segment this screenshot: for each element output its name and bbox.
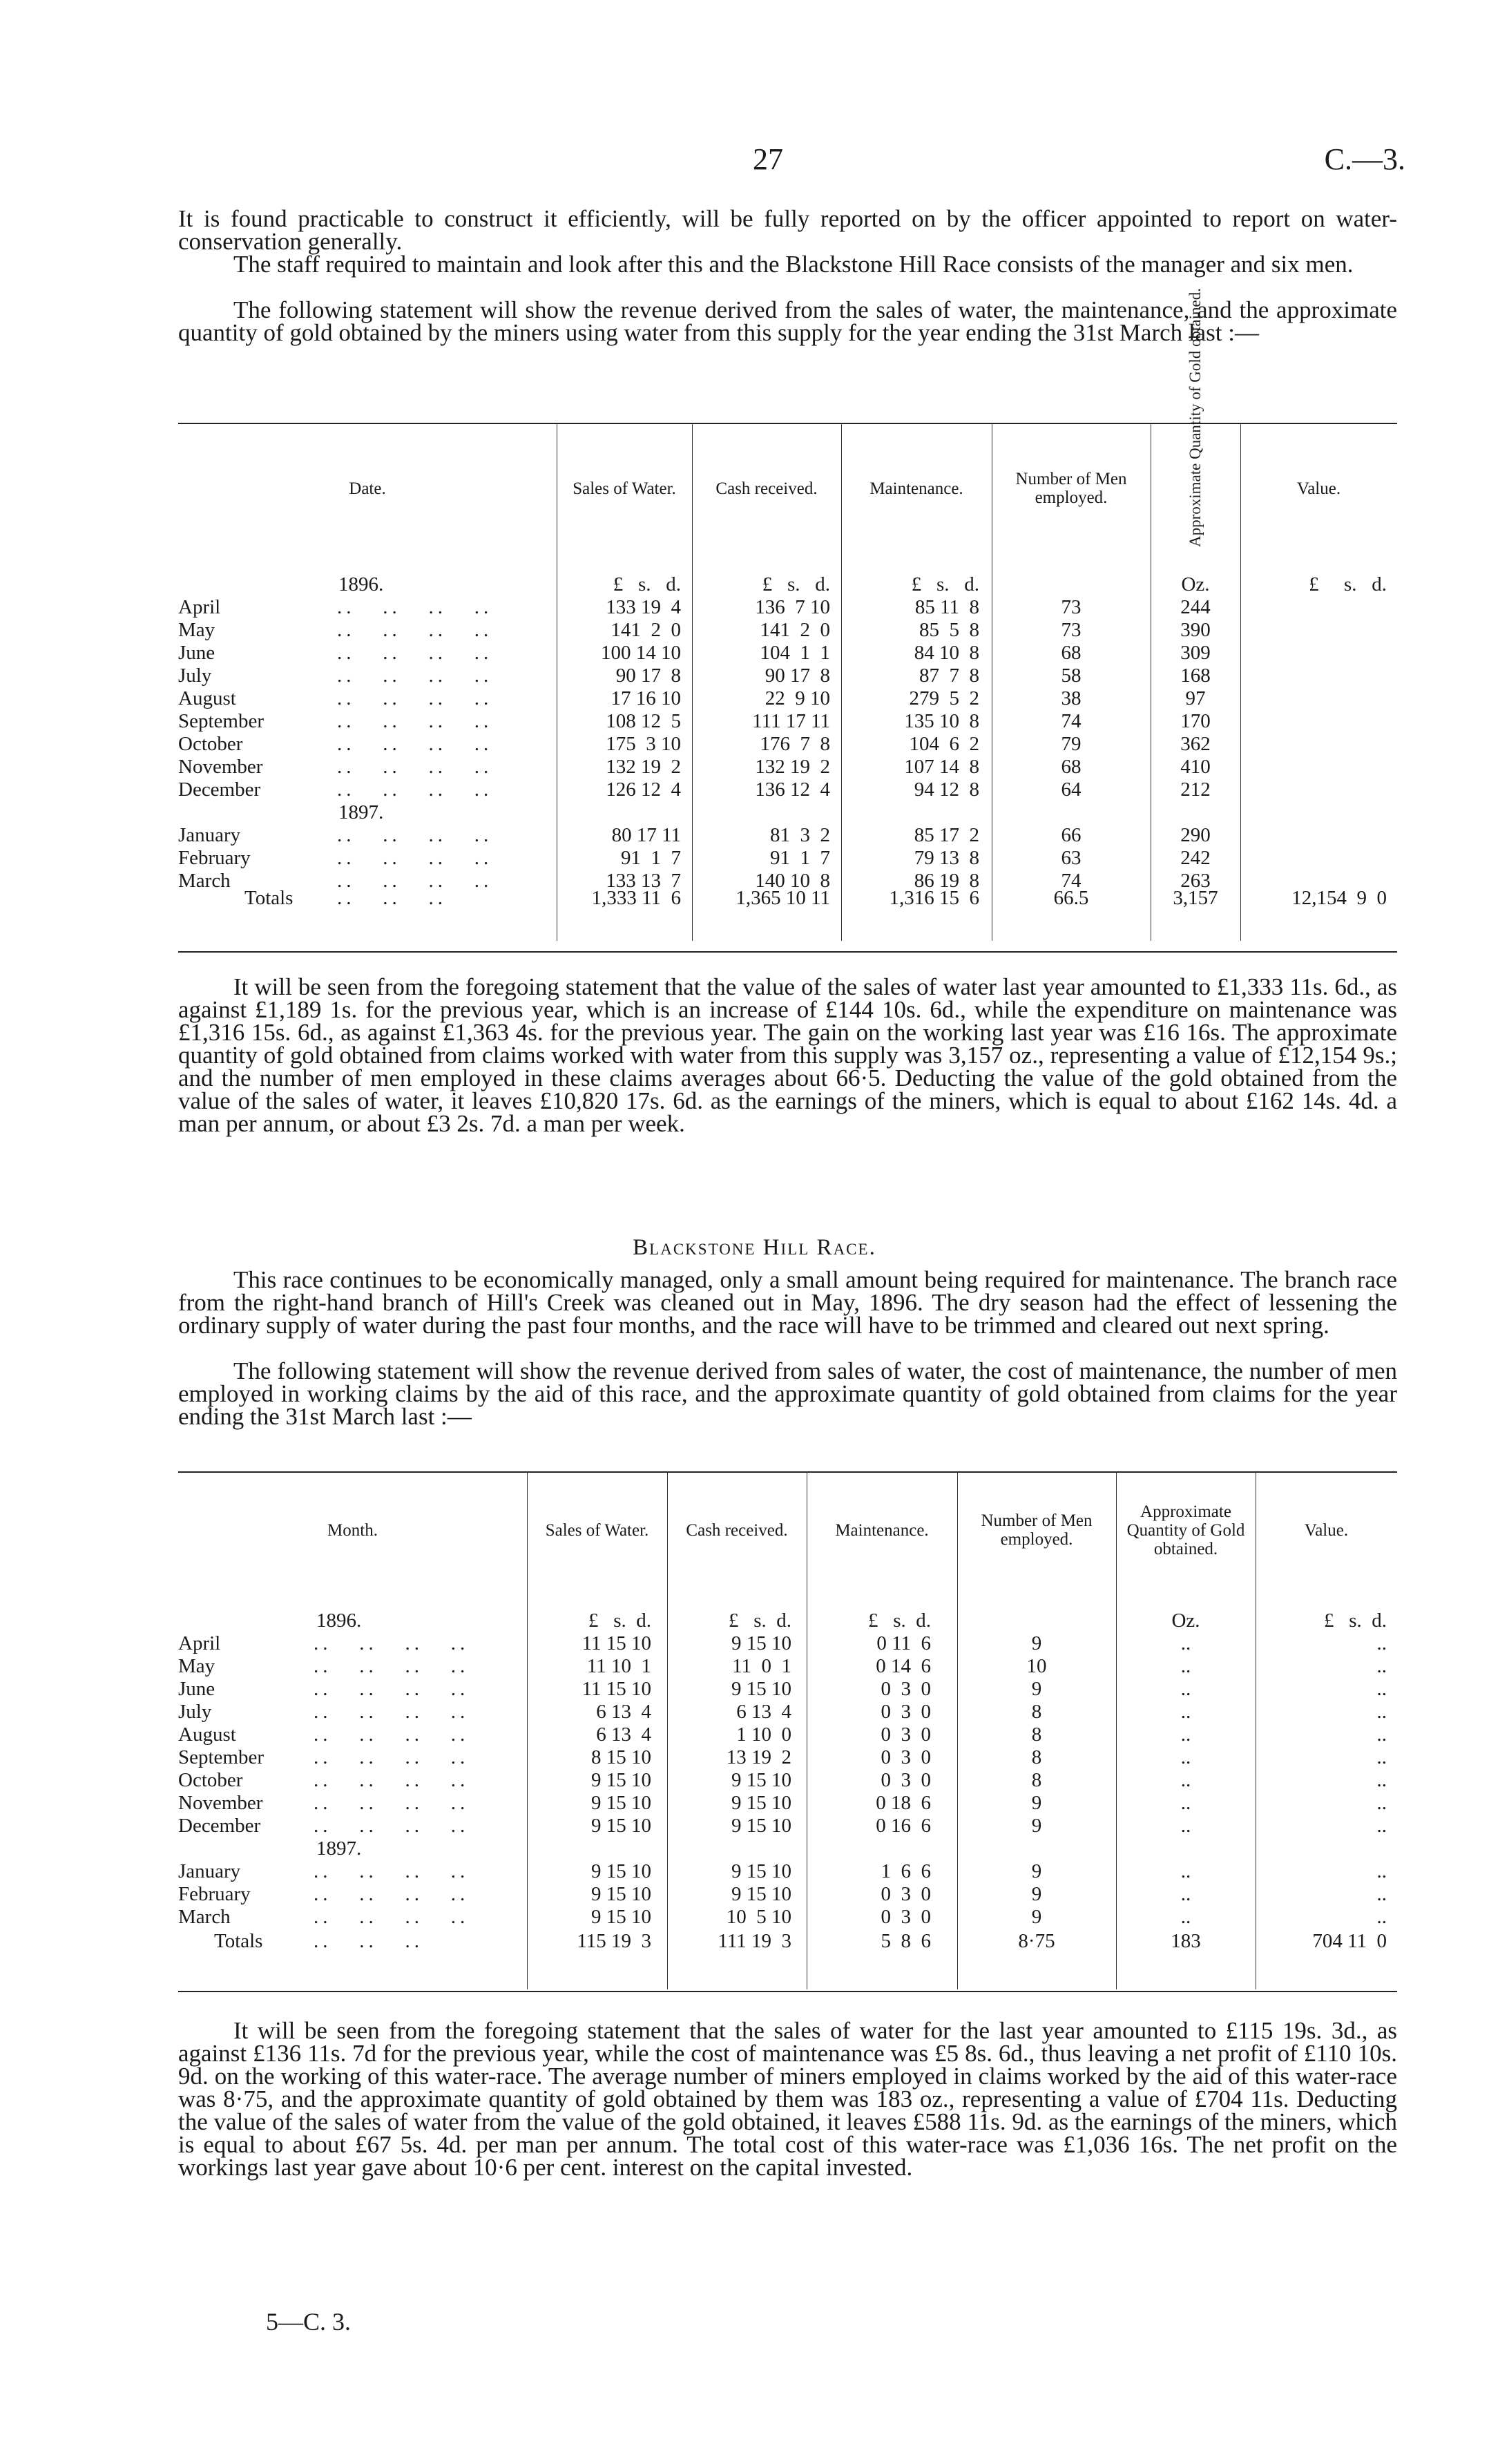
totals-row	[178, 1930, 1397, 1953]
cell-sales: 9 15 10	[591, 1792, 651, 1814]
row-month: October	[178, 733, 243, 755]
cell-value: ..	[1376, 1906, 1387, 1928]
table-row	[178, 1769, 1397, 1792]
row-leader: .. .. .. ..	[337, 710, 493, 732]
cell-men: 63	[1061, 847, 1082, 869]
row-month: December	[178, 1815, 261, 1837]
row-leader: .. .. .. ..	[337, 665, 493, 687]
cell-cash: 136 12 4	[755, 779, 830, 801]
unit-sales: £ s. d.	[588, 1610, 651, 1632]
year-row	[178, 1837, 1397, 1860]
totals-label: Totals	[214, 1930, 263, 1952]
row-leader: .. .. .. ..	[337, 733, 493, 755]
cell-men: 8	[1031, 1723, 1042, 1746]
cell-maint: 0 11 6	[876, 1632, 931, 1654]
header-gold: Approximate Quantity of Gold obtained.	[1126, 1502, 1245, 1558]
cell-sales: 9 15 10	[591, 1883, 651, 1905]
header-cash: Cash received.	[686, 1520, 788, 1540]
table-row	[178, 733, 1397, 756]
table-row	[178, 756, 1397, 779]
row-month: August	[178, 687, 236, 709]
year-label: 1897.	[316, 1837, 362, 1860]
row-leader: .. .. .. ..	[337, 687, 493, 709]
header-value: Value.	[1304, 1520, 1349, 1540]
cell-value: ..	[1376, 1678, 1387, 1700]
cell-gold: 410	[1180, 756, 1211, 778]
header-sales: Sales of Water.	[573, 479, 676, 498]
cell-cash: 10 5 10	[726, 1906, 791, 1928]
row-month: September	[178, 710, 265, 732]
table-row	[178, 1701, 1397, 1723]
row-leader: .. .. .. ..	[337, 870, 493, 892]
row-month: February	[178, 847, 251, 869]
cell-maint: 86 19 8	[914, 870, 979, 892]
table-row	[178, 596, 1397, 619]
header-men: Number of Men employed.	[981, 1511, 1093, 1549]
totals-label: Totals	[244, 887, 294, 909]
row-month: March	[178, 870, 231, 892]
row-leader: .. .. .. ..	[337, 619, 493, 641]
cell-maint: 79 13 8	[914, 847, 979, 869]
table-row	[178, 1792, 1397, 1815]
year-label: 1896.	[316, 1610, 362, 1632]
cell-cash: 136 7 10	[755, 596, 830, 618]
row-month: September	[178, 1746, 265, 1768]
cell-sales: 80 17 11	[611, 824, 681, 846]
cell-cash: 132 19 2	[755, 756, 830, 778]
cell-gold: 309	[1180, 642, 1211, 664]
cell-gold: 212	[1180, 779, 1211, 801]
cell-value: ..	[1376, 1723, 1387, 1746]
table-row	[178, 1746, 1397, 1769]
row-month: December	[178, 779, 261, 801]
row-leader: .. .. .. ..	[314, 1701, 470, 1723]
cell-value: ..	[1376, 1883, 1387, 1905]
cell-gold: ..	[1180, 1723, 1191, 1746]
row-leader: .. .. .. ..	[314, 1883, 470, 1905]
unit-gold: Oz.	[1181, 573, 1210, 595]
cell-gold: 242	[1180, 847, 1211, 869]
cell-maint: 85 5 8	[919, 619, 979, 641]
cell-sales: 9 15 10	[591, 1906, 651, 1928]
table-row	[178, 779, 1397, 801]
cell-gold: 362	[1180, 733, 1211, 755]
race-sales-table	[178, 1471, 1397, 2010]
cell-maint: 0 3 0	[881, 1906, 931, 1928]
row-leader: .. .. .. ..	[337, 642, 493, 664]
cell-maint: 0 3 0	[881, 1701, 931, 1723]
cell-men: 10	[1026, 1655, 1047, 1677]
cell-cash: 9 15 10	[731, 1792, 791, 1814]
cell-men: 73	[1061, 596, 1082, 618]
cell-gold: ..	[1180, 1746, 1191, 1768]
row-month: March	[178, 1906, 231, 1928]
paragraph-race-1: This race continues to be economically managed, only a small amount being required for maintenance. The branch race from the right-hand branch of Hill's Creek was cleaned out in May, 1896. The dry season had the effect of lessening the ordinary supply of water during the past four months, and the race will have to be trimmed and cleared out next spring.	[178, 1266, 1397, 1339]
cell-sales: 90 17 8	[615, 665, 681, 687]
cell-sales: 17 16 10	[611, 687, 681, 709]
unit-value: £ s. d.	[1309, 573, 1387, 595]
cell-gold: 290	[1180, 824, 1211, 846]
row-month: January	[178, 824, 241, 846]
cell-gold: ..	[1180, 1906, 1191, 1928]
header-maintenance: Maintenance.	[869, 479, 963, 498]
cell-gold: ..	[1180, 1883, 1191, 1905]
table-row	[178, 1815, 1397, 1837]
unit-value: £ s. d.	[1323, 1610, 1387, 1632]
cell-gold: ..	[1180, 1769, 1191, 1791]
cell-cash: 9 15 10	[731, 1678, 791, 1700]
unit-maint: £ s. d.	[911, 573, 979, 595]
unit-cash: £ s. d.	[762, 573, 830, 595]
row-month: April	[178, 596, 221, 618]
cell-cash: 140 10 8	[755, 870, 830, 892]
cell-cash: 1 10 0	[736, 1723, 791, 1746]
header-date: Date.	[349, 479, 386, 498]
cell-maint: 279 5 2	[909, 687, 979, 709]
cell-value: ..	[1376, 1655, 1387, 1677]
table-row	[178, 1655, 1397, 1678]
cell-maint: 0 14 6	[876, 1655, 931, 1677]
cell-sales: 175 3 10	[606, 733, 681, 755]
row-month: July	[178, 1701, 212, 1723]
row-leader: .. .. .. ..	[314, 1815, 470, 1837]
table-row	[178, 824, 1397, 847]
cell-gold: ..	[1180, 1701, 1191, 1723]
cell-gold: 263	[1180, 870, 1211, 892]
paragraph-statement-intro: The following statement will show the revenue derived from the sales of water, the maintenance, and the approximate quantity of gold obtained by the miners using water from this supply for the year ending the 31st March last :—	[178, 296, 1397, 346]
year-label: 1896.	[338, 573, 384, 595]
cell-cash: 90 17 8	[765, 665, 830, 687]
row-leader: .. .. .. ..	[314, 1860, 470, 1882]
cell-gold: 97	[1185, 687, 1206, 709]
row-leader: .. .. .. ..	[314, 1792, 470, 1814]
table-bottom-rule	[178, 1991, 1397, 1992]
cell-cash: 9 15 10	[731, 1860, 791, 1882]
row-month: October	[178, 1769, 243, 1791]
cell-sales: 91 1 7	[621, 847, 681, 869]
cell-gold: 390	[1180, 619, 1211, 641]
cell-men: 8	[1031, 1746, 1042, 1768]
cell-cash: 176 7 8	[760, 733, 830, 755]
cell-men: 58	[1061, 665, 1082, 687]
cell-maint: 0 3 0	[881, 1883, 931, 1905]
total-men: 8·75	[1018, 1930, 1055, 1952]
cell-value: ..	[1376, 1792, 1387, 1814]
paragraph-race-2: The following statement will show the revenue derived from sales of water, the cost of maintenance, the number of men employed in working claims by the aid of this race, and the approximate quantity of gold obtained from claims for the year ending the 31st March last :—	[178, 1357, 1397, 1430]
cell-sales: 9 15 10	[591, 1815, 651, 1837]
table-bottom-rule	[178, 951, 1397, 953]
header-maintenance: Maintenance.	[835, 1520, 929, 1540]
cell-maint: 0 3 0	[881, 1723, 931, 1746]
cell-sales: 132 19 2	[606, 756, 681, 778]
unit-cash: £ s. d.	[728, 1610, 791, 1632]
cell-sales: 6 13 4	[596, 1723, 651, 1746]
header-cash: Cash received.	[715, 479, 818, 498]
row-leader: .. .. .. ..	[314, 1678, 470, 1700]
total-cash: 1,365 10 11	[736, 887, 830, 909]
header-gold	[1151, 288, 1240, 547]
unit-sales: £ s. d.	[613, 573, 681, 595]
page-header	[0, 142, 1509, 176]
cell-cash: 9 15 10	[731, 1883, 791, 1905]
cell-men: 9	[1031, 1906, 1042, 1928]
cell-value: ..	[1376, 1815, 1387, 1837]
cell-men: 8	[1031, 1701, 1042, 1723]
header-men: Number of Men employed.	[1015, 470, 1127, 507]
row-month: August	[178, 1723, 236, 1746]
cell-gold: 168	[1180, 665, 1211, 687]
row-month: June	[178, 1678, 215, 1700]
total-gold: 183	[1171, 1930, 1201, 1952]
totals-leader: .. .. ..	[314, 1930, 423, 1952]
total-sales: 115 19 3	[577, 1930, 651, 1952]
cell-sales: 133 13 7	[606, 870, 681, 892]
cell-value: ..	[1376, 1769, 1387, 1791]
cell-men: 9	[1031, 1678, 1042, 1700]
document-reference: C.—3.	[1324, 142, 1405, 176]
cell-maint: 0 3 0	[881, 1746, 931, 1768]
row-month: November	[178, 1792, 263, 1814]
cell-men: 9	[1031, 1815, 1042, 1837]
table-row	[178, 1723, 1397, 1746]
cell-men: 9	[1031, 1860, 1042, 1882]
cell-sales: 108 12 5	[606, 710, 681, 732]
cell-sales: 141 2 0	[611, 619, 681, 641]
row-leader: .. .. .. ..	[314, 1723, 470, 1746]
cell-cash: 6 13 4	[736, 1701, 791, 1723]
table-row	[178, 1678, 1397, 1701]
total-sales: 1,333 11 6	[591, 887, 681, 909]
cell-maint: 107 14 8	[904, 756, 979, 778]
row-leader: .. .. .. ..	[337, 824, 493, 846]
cell-gold: ..	[1180, 1815, 1191, 1837]
cell-maint: 0 3 0	[881, 1769, 931, 1791]
cell-men: 9	[1031, 1883, 1042, 1905]
cell-men: 74	[1061, 710, 1082, 732]
cell-sales: 6 13 4	[596, 1701, 651, 1723]
cell-value: ..	[1376, 1860, 1387, 1882]
table-row	[178, 687, 1397, 710]
cell-maint: 87 7 8	[919, 665, 979, 687]
row-month: April	[178, 1632, 221, 1654]
units-row	[178, 573, 1397, 596]
row-leader: .. .. .. ..	[314, 1746, 470, 1768]
cell-cash: 9 15 10	[731, 1632, 791, 1654]
row-month: November	[178, 756, 263, 778]
cell-maint: 104 6 2	[909, 733, 979, 755]
year-label: 1897.	[338, 801, 384, 823]
cell-sales: 11 10 1	[586, 1655, 651, 1677]
cell-cash: 11 0 1	[732, 1655, 791, 1677]
cell-men: 68	[1061, 756, 1082, 778]
table-row	[178, 642, 1397, 665]
row-leader: .. .. .. ..	[337, 596, 493, 618]
header-value: Value.	[1296, 479, 1341, 498]
total-cash: 111 19 3	[718, 1930, 791, 1952]
cell-men: 64	[1061, 779, 1082, 801]
cell-men: 9	[1031, 1792, 1042, 1814]
row-leader: .. .. .. ..	[314, 1769, 470, 1791]
table-top-rule	[178, 423, 1397, 424]
cell-value: ..	[1376, 1632, 1387, 1654]
cell-sales: 100 14 10	[601, 642, 681, 664]
table-row	[178, 710, 1397, 733]
units-row	[178, 1610, 1397, 1632]
cell-maint: 0 16 6	[876, 1815, 931, 1837]
cell-maint: 85 17 2	[914, 824, 979, 846]
header-gold-label: Approximate Quantity of Gold obtained.	[1186, 288, 1204, 547]
header-sales: Sales of Water.	[545, 1520, 649, 1540]
table-row	[178, 1860, 1397, 1883]
cell-gold: ..	[1180, 1860, 1191, 1882]
total-maint: 5 8 6	[881, 1930, 931, 1952]
cell-men: 74	[1061, 870, 1082, 892]
row-leader: .. .. .. ..	[337, 779, 493, 801]
table-row	[178, 847, 1397, 870]
total-value: 704 11 0	[1312, 1930, 1387, 1952]
cell-value: ..	[1376, 1746, 1387, 1768]
cell-cash: 91 1 7	[770, 847, 830, 869]
cell-sales: 11 15 10	[582, 1632, 651, 1654]
cell-cash: 9 15 10	[731, 1815, 791, 1837]
year-row	[178, 801, 1397, 824]
signature-mark: 5—C. 3.	[266, 2308, 352, 2336]
paragraph-summary-1: It will be seen from the foregoing statement that the value of the sales of water last year amounted to £1,333 11s. 6d., as against £1,189 1s. for the previous year, which is an increase of £144 10s. 6d., while the expenditure on maintenance was £1,316 15s. 6d., as against £1,363 4s. for the previous year. The gain on the working last year was £16 16s. The approximate quantity of gold obtained from claims worked with water from this supply was 3,157 oz., representing a value of £12,154 9s.; and the number of men employed in these claims averages about 66·5. Deducting the value of the gold obtained from the value of the sales of water, it leaves £10,820 17s. 6d. as the earnings of the miners, which is equal to about £162 14s. 4d. a man per annum, or about £3 2s. 7d. a man per week.	[178, 973, 1397, 1137]
header-month: Month.	[327, 1520, 378, 1540]
cell-sales: 8 15 10	[591, 1746, 651, 1768]
cell-men: 73	[1061, 619, 1082, 641]
cell-value: ..	[1376, 1701, 1387, 1723]
paragraph-staff: The staff required to maintain and look after this and the Blackstone Hill Race consists of the manager and six men.	[233, 251, 1354, 278]
paragraph-summary-2: It will be seen from the foregoing statement that the sales of water for the last year amounted to £115 19s. 3d., as against £136 11s. 7d for the previous year, while the cost of maintenance was £5 8s. 6d., thus leaving a net profit of £110 10s. 9d. on the working of this water-race. The average number of miners employed in claims worked by the aid of this water-race was 8·75, and the approximate quantity of gold obtained by them was 183 oz., representing a value of £704 11s. Deducting the value of the sales of water from the value of the gold obtained, it leaves £588 11s. 9d. as the earnings of the miners, which is equal to about £67 5s. 4d. per man per annum. The total cost of this water-race was £1,036 16s. The net profit on the workings last year gave about 10·6 per cent. interest on the capital invested.	[178, 2017, 1397, 2181]
cell-men: 8	[1031, 1769, 1042, 1791]
total-maint: 1,316 15 6	[889, 887, 979, 909]
row-leader: .. .. .. ..	[314, 1632, 470, 1654]
totals-row	[178, 887, 1397, 910]
total-value: 12,154 9 0	[1291, 887, 1387, 909]
cell-gold: ..	[1180, 1678, 1191, 1700]
total-men: 66.5	[1053, 887, 1089, 909]
cell-cash: 81 3 2	[770, 824, 830, 846]
cell-gold: ..	[1180, 1792, 1191, 1814]
cell-cash: 9 15 10	[731, 1769, 791, 1791]
cell-sales: 126 12 4	[606, 779, 681, 801]
row-month: July	[178, 665, 212, 687]
cell-men: 9	[1031, 1632, 1042, 1654]
table-row	[178, 665, 1397, 687]
unit-gold: Oz.	[1171, 1610, 1200, 1632]
row-leader: .. .. .. ..	[337, 756, 493, 778]
total-gold: 3,157	[1173, 887, 1218, 909]
cell-men: 68	[1061, 642, 1082, 664]
table-row	[178, 1883, 1397, 1906]
cell-sales: 9 15 10	[591, 1860, 651, 1882]
cell-men: 38	[1061, 687, 1082, 709]
cell-cash: 22 9 10	[765, 687, 830, 709]
cell-cash: 13 19 2	[726, 1746, 791, 1768]
cell-men: 79	[1061, 733, 1082, 755]
cell-maint: 94 12 8	[914, 779, 979, 801]
cell-maint: 1 6 6	[881, 1860, 931, 1882]
cell-sales: 11 15 10	[582, 1678, 651, 1700]
row-month: February	[178, 1883, 251, 1905]
row-month: June	[178, 642, 215, 664]
cell-maint: 85 11 8	[914, 596, 979, 618]
cell-gold: 170	[1180, 710, 1211, 732]
table-row	[178, 1632, 1397, 1655]
row-month: May	[178, 619, 215, 641]
totals-leader: .. .. ..	[337, 887, 447, 909]
row-month: May	[178, 1655, 215, 1677]
table-top-rule	[178, 1471, 1397, 1473]
unit-maint: £ s. d.	[867, 1610, 931, 1632]
row-leader: .. .. .. ..	[314, 1906, 470, 1928]
cell-men: 66	[1061, 824, 1082, 846]
cell-maint: 135 10 8	[904, 710, 979, 732]
row-leader: .. .. .. ..	[314, 1655, 470, 1677]
row-leader: .. .. .. ..	[337, 847, 493, 869]
cell-gold: 244	[1180, 596, 1211, 618]
cell-gold: ..	[1180, 1632, 1191, 1654]
cell-cash: 104 1 1	[760, 642, 830, 664]
cell-cash: 141 2 0	[760, 619, 830, 641]
cell-maint: 84 10 8	[914, 642, 979, 664]
page-number: 27	[753, 142, 783, 176]
cell-sales: 133 19 4	[606, 596, 681, 618]
cell-maint: 0 18 6	[876, 1792, 931, 1814]
section-heading: Blackstone Hill Race.	[633, 1235, 876, 1260]
cell-maint: 0 3 0	[881, 1678, 931, 1700]
table-row	[178, 619, 1397, 642]
cell-gold: ..	[1180, 1655, 1191, 1677]
table-row	[178, 1906, 1397, 1929]
cell-sales: 9 15 10	[591, 1769, 651, 1791]
cell-cash: 111 17 11	[752, 710, 830, 732]
row-month: January	[178, 1860, 241, 1882]
paragraph-intro: It is found practicable to construct it efficiently, will be fully reported on by the officer appointed to report on water-conservation generally.	[178, 205, 1397, 255]
